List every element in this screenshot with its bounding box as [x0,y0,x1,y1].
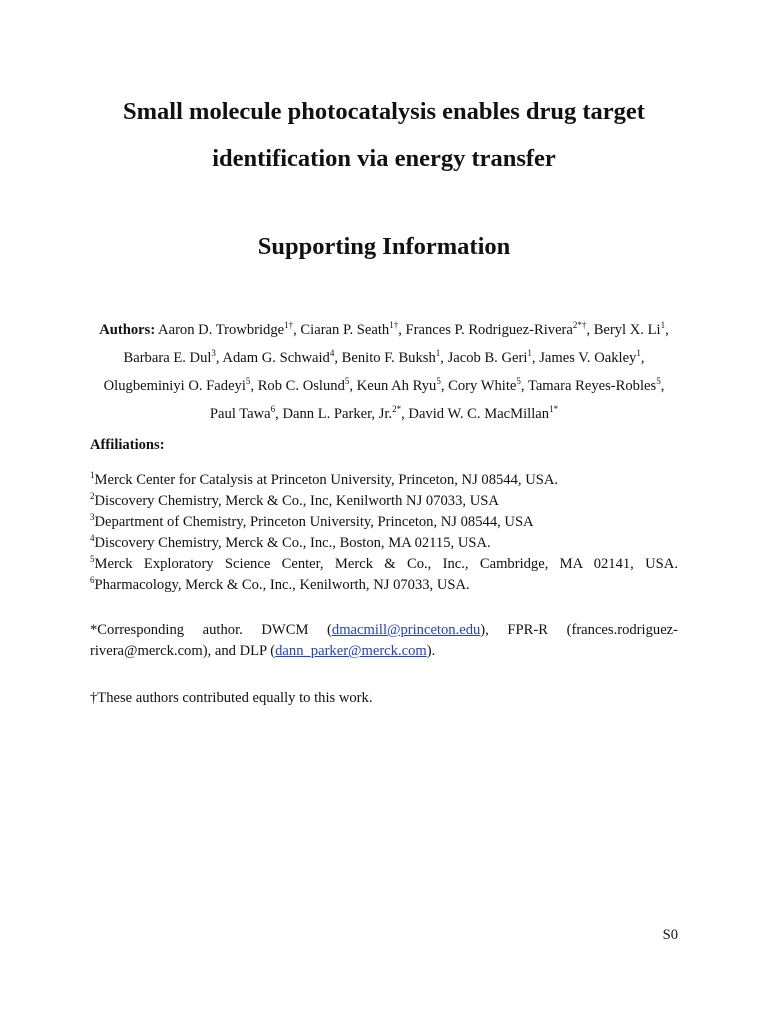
author-name: Beryl X. Li [593,322,661,338]
affiliation-item [90,575,678,596]
author-name: Cory White [448,378,517,394]
author-affiliation-mark: 1† [389,320,399,331]
page-number: S0 [662,927,678,943]
author-name: Tamara Reyes-Robles [527,378,657,394]
author-affiliation-mark: 4 [329,348,335,359]
author-affiliation-mark: 5 [436,376,441,387]
affiliation-number: 3 [90,512,95,523]
author-name: Paul Tawa [209,406,271,422]
author-list [90,316,678,428]
author-affiliation-mark: 1 [660,320,666,331]
affiliation-text: Merck Center for Catalysis at Princeton University, Princeton, NJ 08544, USA. [94,472,559,488]
authors-label: Authors: [99,322,156,338]
author-affiliation-mark: 1 [435,348,441,359]
author-name: Keun Ah Ryu [356,378,437,394]
affiliation-item [90,470,678,491]
affiliation-text: Discovery Chemistry, Merck & Co., Inc., Boston, MA 02115, USA. [94,535,491,551]
author-affiliation-mark: 1 [636,348,641,359]
author-affiliation-mark: 5 [245,376,251,387]
affiliation-item [90,533,678,554]
affiliation-text: Merck Exploratory Science Center, Merck & Co., Inc., Cambridge, MA 02141, USA. [94,556,678,572]
author-affiliation-mark: 3 [211,348,216,359]
affiliations-list [90,470,678,596]
author-affiliation-mark: 5 [344,376,350,387]
author-name: James V. Oakley [539,350,637,366]
author-name: Aaron D. Trowbridge [158,322,285,338]
affiliation-text: Pharmacology, Merck & Co., Inc., Kenilworth, NJ 07033, USA. [94,577,470,593]
equal-contribution-note: †These authors contributed equally to this work. [90,690,373,706]
author-affiliation-mark: 1† [284,320,294,331]
corresponding-suffix: ). [426,643,436,659]
corresponding-middle: ), FPR-R (frances.rodriguez-rivera@merck.com), and DLP ( [90,622,679,659]
author-name: David W. C. MacMillan [408,406,550,422]
author-affiliation-mark: 5 [516,376,521,387]
affiliation-item [90,491,678,512]
paper-title [60,88,708,182]
author-affiliation-mark: 6 [270,404,276,415]
author-name: Benito F. Buksh [341,350,436,366]
supporting-information-heading: Supporting Information [257,233,511,260]
affiliation-item [90,512,678,533]
author-name: Adam G. Schwaid [222,350,330,366]
author-affiliation-mark: 2*† [572,320,587,331]
affiliation-number: 2 [90,491,95,502]
author-names: Aaron D. Trowbridge$^{1\dagger}$, Ciaran P. Seath$^{1\dagger}$, Frances P. Rodriguez-Rivera$^{2*\dagger}$, Beryl X. Li$^1$, Barbara E. Dul$^3$, Adam G. Schwaid$^4$, Benito F. Buksh$^1$, Jacob B. Geri$^1$, James V. Oakley$^1$, Olugbeminiyi O. Fadeyi$^5$, Rob C. Oslund$^5$, Keun Ah Ryu$^5$, Cory White$^5$, Tamara Reyes-Robles$^5$, Paul Tawa$^6$, Dann L. Parker, Jr.$^{2*}$, David W. C. MacMillan$^{1*}$ [103,320,669,422]
email-link-dwcm[interactable]: dmacmill@princeton.edu [331,622,481,638]
author-name: Ciaran P. Seath [300,322,390,338]
affiliation-number: 5 [90,554,95,565]
affiliations-heading: Affiliations: [90,437,165,453]
corresponding-prefix: *Corresponding author. DWCM ( [90,622,332,638]
affiliation-number: 4 [90,533,95,544]
author-name: Jacob B. Geri [447,350,528,366]
author-name: Frances P. Rodriguez-Rivera [405,322,573,338]
corresponding-author-note [90,620,678,662]
author-name: Dann L. Parker, Jr. [282,406,393,422]
author-name: Olugbeminiyi O. Fadeyi [103,378,246,394]
affiliation-number: 6 [90,575,95,586]
title-line-2: identification via energy transfer [212,145,556,172]
author-affiliation-mark: 5 [656,376,661,387]
author-affiliation-mark: 1* [549,404,559,415]
affiliation-text: Department of Chemistry, Princeton University, Princeton, NJ 08544, USA [94,514,534,530]
author-name: Rob C. Oslund [257,378,345,394]
affiliation-text: Discovery Chemistry, Merck & Co., Inc, Kenilworth NJ 07033, USA [94,493,499,509]
affiliation-item [90,554,678,575]
email-link-dlp[interactable]: dann_parker@merck.com [275,643,427,659]
title-line-1: Small molecule photocatalysis enables drug target [123,98,645,125]
author-name: Barbara E. Dul [123,350,212,366]
author-affiliation-mark: 1 [527,348,532,359]
affiliation-number: 1 [90,470,95,481]
author-affiliation-mark: 2* [392,404,402,415]
